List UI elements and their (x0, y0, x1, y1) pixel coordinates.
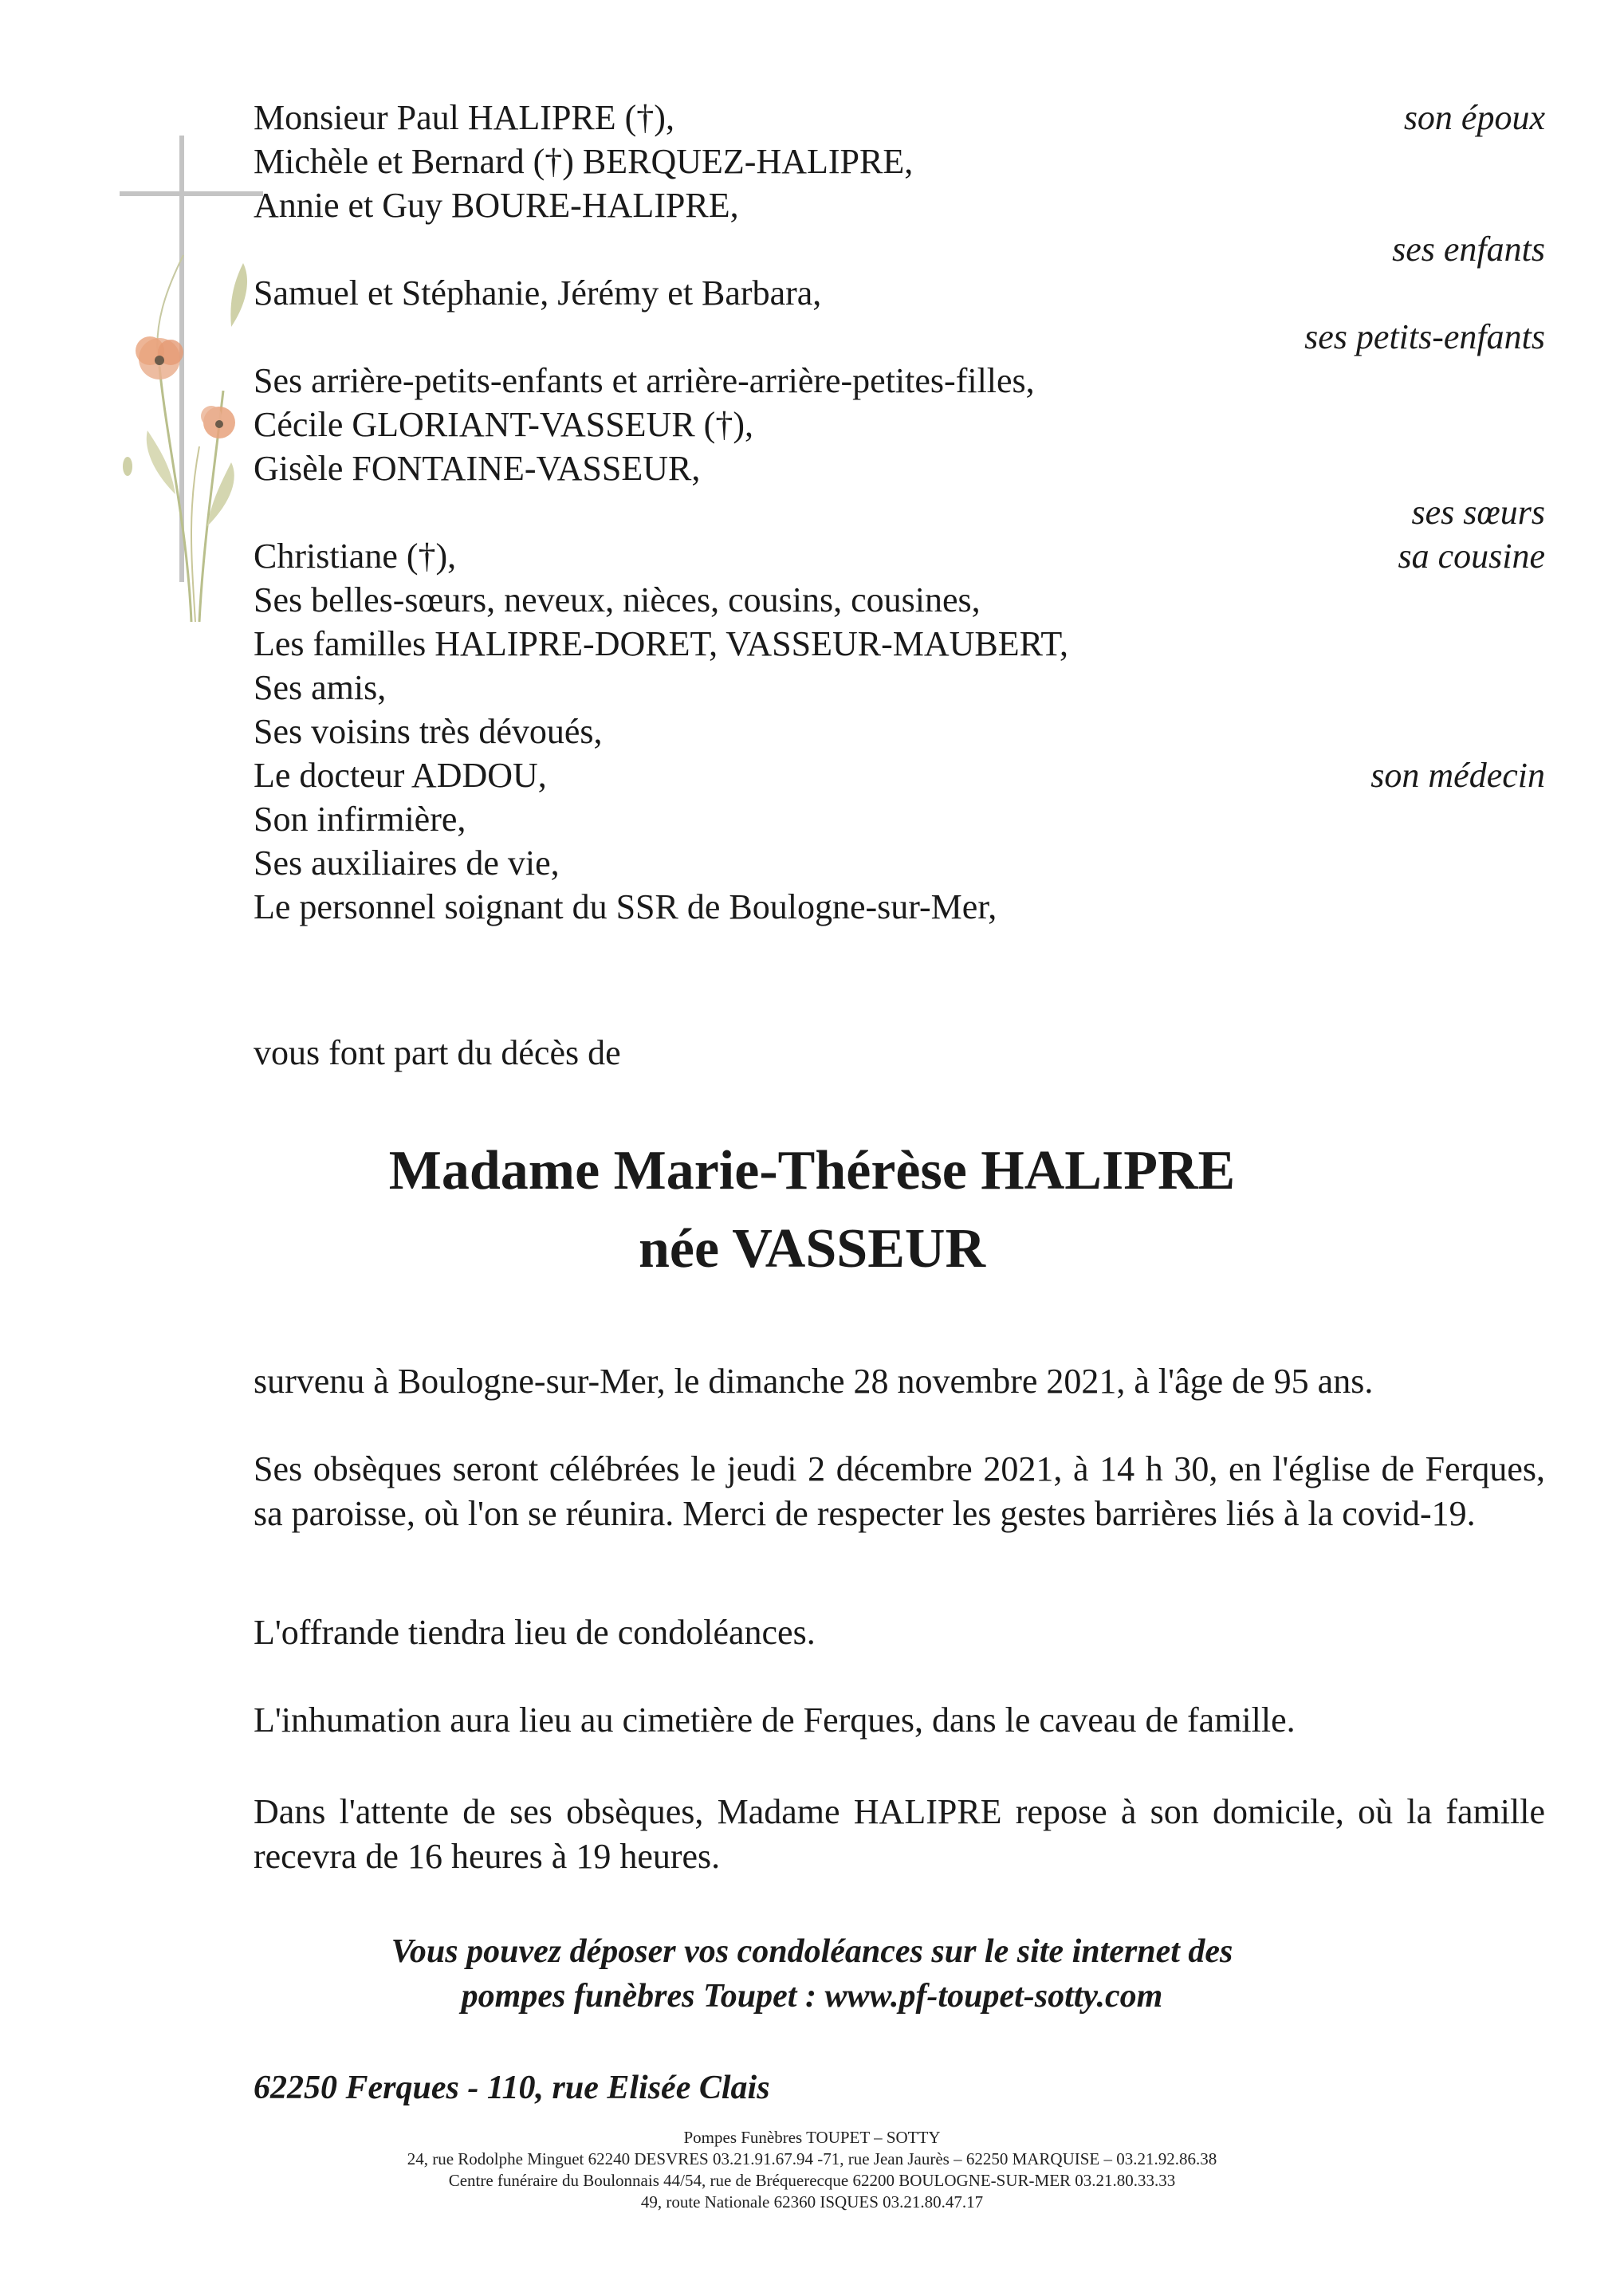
family-member: Cécile GLORIANT-VASSEUR (†), (254, 405, 753, 444)
family-member: Ses arrière-petits-enfants et arrière-arrière-petites-filles, (254, 361, 1035, 400)
family-spacer (254, 227, 1545, 271)
family-member: Monsieur Paul HALIPRE (†), (254, 98, 674, 137)
cross-and-poppies-icon (112, 128, 263, 622)
family-member: Ses voisins très dévoués, (254, 712, 603, 751)
family-relation: ses enfants (1392, 230, 1545, 269)
funeral-home-name: Pompes Funèbres TOUPET – SOTTY (683, 2128, 941, 2147)
family-row (254, 183, 1545, 227)
family-row (254, 140, 1545, 183)
funeral-home-footer (0, 2127, 1624, 2213)
family-row (254, 753, 1545, 797)
family-spacer (254, 490, 1545, 534)
family-relation: ses petits-enfants (1304, 317, 1545, 356)
family-row (254, 578, 1545, 622)
funeral-home-address: Centre funéraire du Boulonnais 44/54, rue de Bréquerecque 62200 BOULOGNE-SUR-MER 03.21.80.33.33 (448, 2171, 1176, 2190)
family-spacer (254, 315, 1545, 359)
visitation-text: Dans l'attente de ses obsèques, Madame HALIPRE repose à son domicile, où la famille recevra de 16 heures à 19 heures. (254, 1792, 1545, 1876)
family-row (254, 534, 1545, 578)
family-row (254, 622, 1545, 666)
deceased-name (0, 1132, 1624, 1288)
deceased-name-line: Madame Marie-Thérèse HALIPRE (388, 1140, 1236, 1201)
family-relation: son médecin (1370, 756, 1545, 795)
funeral-details-text: Ses obsèques seront célébrées le jeudi 2 décembre 2021, à 14 h 30, en l'église de Ferques, sa paroisse, où l'on se réunira. Merci de respecter les gestes barrières liés à la covid-19. (254, 1449, 1545, 1533)
family-list (254, 96, 1545, 929)
family-member: Le personnel soignant du SSR de Boulogne-sur-Mer, (254, 887, 997, 926)
condolences-line: Vous pouvez déposer vos condoléances sur le site internet des (391, 1933, 1233, 1970)
family-relation: ses sœurs (1411, 493, 1545, 532)
family-member: Le docteur ADDOU, (254, 756, 547, 795)
family-address: 62250 Ferques - 110, rue Elisée Clais (254, 2070, 770, 2106)
funeral-home-address: 49, route Nationale 62360 ISQUES 03.21.80.47.17 (640, 2192, 984, 2211)
family-row (254, 885, 1545, 929)
family-member: Gisèle FONTAINE-VASSEUR, (254, 449, 701, 488)
condolences-notice (0, 1929, 1624, 2019)
family-member: Son infirmière, (254, 800, 466, 839)
offering-text: L'offrande tiendra lieu de condoléances. (254, 1613, 816, 1652)
family-row (254, 446, 1545, 490)
family-member: Christiane (†), (254, 537, 457, 576)
funeral-home-address: 24, rue Rodolphe Minguet 62240 DESVRES 03.21.91.67.94 -71, rue Jean Jaurès – 62250 MARQUISE – 03.21.92.86.38 (407, 2149, 1217, 2168)
family-row (254, 797, 1545, 841)
burial-text: L'inhumation aura lieu au cimetière de Ferques, dans le caveau de famille. (254, 1700, 1296, 1740)
family-row (254, 96, 1545, 140)
condolences-website: pompes funèbres Toupet : www.pf-toupet-sotty.com (461, 1978, 1163, 2015)
family-member: Les familles HALIPRE-DORET, VASSEUR-MAUBERT, (254, 624, 1068, 663)
family-row (254, 666, 1545, 710)
family-row (254, 271, 1545, 315)
family-member: Ses belles-sœurs, neveux, nièces, cousins, cousines, (254, 580, 981, 619)
intro-text: vous font part du décès de (254, 1033, 621, 1072)
family-row (254, 403, 1545, 446)
family-member: Ses auxiliaires de vie, (254, 843, 560, 883)
family-relation: sa cousine (1398, 537, 1545, 576)
family-row (254, 841, 1545, 885)
death-notice-text: survenu à Boulogne-sur-Mer, le dimanche 28 novembre 2021, à l'âge de 95 ans. (254, 1362, 1374, 1401)
family-member: Samuel et Stéphanie, Jérémy et Barbara, (254, 273, 822, 313)
family-row (254, 710, 1545, 753)
deceased-maiden-name: née VASSEUR (638, 1218, 986, 1280)
family-row (254, 359, 1545, 403)
family-member: Ses amis, (254, 668, 387, 707)
family-member: Annie et Guy BOURE-HALIPRE, (254, 186, 739, 225)
family-relation: son époux (1403, 98, 1545, 137)
family-member: Michèle et Bernard (†) BERQUEZ-HALIPRE, (254, 142, 914, 181)
